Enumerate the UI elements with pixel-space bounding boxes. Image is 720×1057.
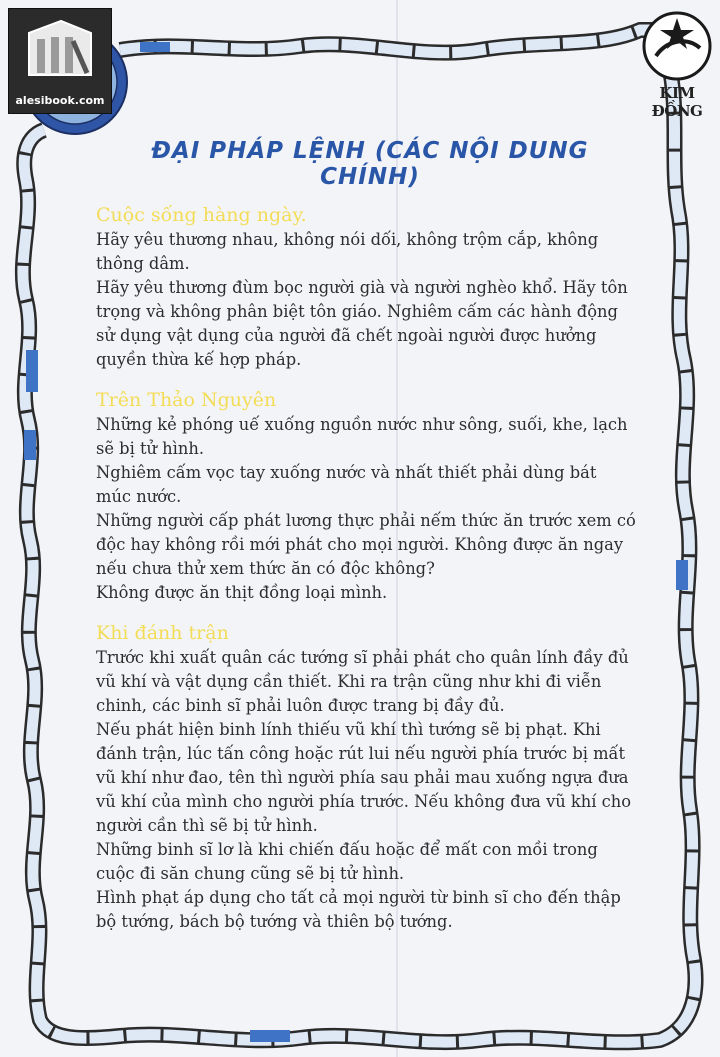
section-steppe: [96, 388, 636, 605]
paragraph: Những người cấp phát lương thực phải nếm thức ăn trước xem có độc hay không rồi mới phát cho mọi người. Không được ăn ngay nếu chưa thử xem thức ăn có độc không?: [96, 511, 636, 578]
publisher-logo-left: [8, 8, 112, 114]
content-area: [96, 203, 636, 950]
paragraph: Hãy yêu thương đùm bọc người già và người nghèo khổ. Hãy tôn trọng và không phân biệt tôn giáo. Nghiêm cấm các hành động sử dụng vật dụng của người đã chết ngoài người được hưởng quyền thừa kế hợp pháp.: [96, 278, 628, 369]
section-battle: [96, 621, 636, 934]
paragraph: Hình phạt áp dụng cho tất cả mọi người từ binh sĩ cho đến thập bộ tướng, bách bộ tướng và thiên bộ tướng.: [96, 888, 621, 931]
logo-site-text: alesibook.com: [15, 94, 105, 107]
logo-brand-text: KIM ĐỒNG: [651, 84, 703, 120]
section-heading: Cuộc sống hàng ngày.: [96, 204, 307, 226]
emblem-icon: [636, 6, 718, 86]
paragraph: Trước khi xuất quân các tướng sĩ phải phát cho quân lính đầy đủ vũ khí và vật dụng cần thiết. Khi ra trận cũng như khi đi viễn chinh, các binh sĩ phải luôn được trang bị đầy đủ.: [96, 648, 629, 715]
section-heading: Trên Thảo Nguyên: [96, 389, 277, 411]
section-heading: Khi đánh trận: [96, 622, 229, 644]
book-icon: [23, 15, 97, 85]
paragraph: Không được ăn thịt đồng loại mình.: [96, 583, 388, 602]
section-daily-life: [96, 203, 636, 372]
publisher-logo-right: [636, 6, 718, 120]
paragraph: Hãy yêu thương nhau, không nói dối, không trộm cắp, không thông dâm.: [96, 230, 599, 273]
page-title: ĐẠI PHÁP LỆNH (CÁC NỘI DUNG CHÍNH): [151, 138, 589, 190]
paragraph: Những kẻ phóng uế xuống nguồn nước như sông, suối, khe, lạch sẽ bị tử hình.: [96, 415, 628, 458]
paragraph: Nghiêm cấm vọc tay xuống nước và nhất thiết phải dùng bát múc nước.: [96, 463, 597, 506]
paragraph: Nếu phát hiện binh lính thiếu vũ khí thì tướng sẽ bị phạt. Khi đánh trận, lúc tấn công hoặc rút lui nếu người phía trước bị mất vũ khí như đao, tên thì người phía sau phải mau xuống ngựa đưa vũ khí của mình cho người phía trước. Nếu không đưa vũ khí cho người cần thì sẽ bị tử hình.: [96, 720, 632, 835]
paragraph: Những binh sĩ lơ là khi chiến đấu hoặc để mất con mồi trong cuộc đi săn chung cũng sẽ bị tử hình.: [96, 840, 598, 883]
